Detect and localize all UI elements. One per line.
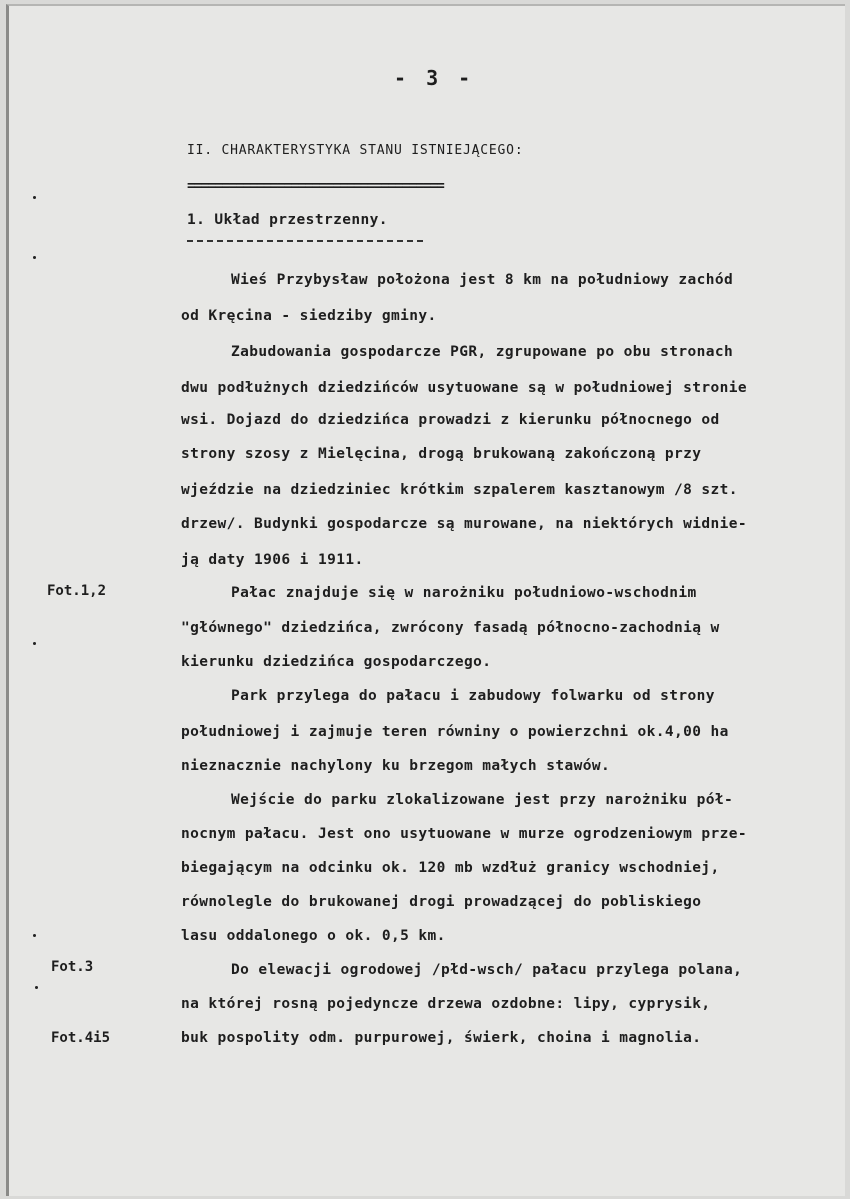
text-line: drzew/. Budynki gospodarcze są murowane, na niektórych widnie- bbox=[181, 516, 748, 532]
text-line: Park przylega do pałacu i zabudowy folwarku od strony bbox=[231, 688, 715, 704]
punch-mark bbox=[33, 196, 36, 199]
punch-mark bbox=[33, 934, 36, 937]
margin-note: Fot.1,2 bbox=[47, 583, 107, 599]
text-line: Wejście do parku zlokalizowane jest przy narożniku pół- bbox=[231, 792, 734, 808]
margin-note: Fot.4i5 bbox=[51, 1030, 111, 1046]
text-line: Do elewacji ogrodowej /płd-wsch/ pałacu przylega polana, bbox=[231, 962, 743, 978]
text-line: "głównego" dziedzińca, zwrócony fasadą północno-zachodnią w bbox=[181, 620, 720, 636]
subheading-underline bbox=[187, 240, 423, 242]
text-line: Pałac znajduje się w narożniku południowo-wschodnim bbox=[231, 585, 697, 601]
document-page bbox=[6, 4, 845, 1196]
text-line: dwu podłużnych dziedzińców usytuowane są w południowej stronie bbox=[181, 380, 748, 396]
subsection-heading: 1. Układ przestrzenny. bbox=[187, 212, 388, 228]
text-line: równolegle do brukowanej drogi prowadzącej do pobliskiego bbox=[181, 894, 702, 910]
margin-note: Fot.3 bbox=[51, 959, 94, 975]
punch-mark bbox=[33, 642, 36, 645]
text-line: buk pospolity odm. purpurowej, świerk, choina i magnolia. bbox=[181, 1030, 702, 1046]
page-number: - 3 - bbox=[394, 66, 475, 90]
text-line: kierunku dziedzińca gospodarczego. bbox=[181, 654, 492, 670]
text-line: wsi. Dojazd do dziedzińca prowadzi z kierunku północnego od bbox=[181, 412, 720, 428]
punch-mark bbox=[33, 256, 36, 259]
text-line: południowej i zajmuje teren równiny o powierzchni ok.4,00 ha bbox=[181, 724, 729, 740]
text-line: na której rosną pojedyncze drzewa ozdobne: lipy, cyprysik, bbox=[181, 996, 711, 1012]
text-line: nocnym pałacu. Jest ono usytuowane w murze ogrodzeniowym prze- bbox=[181, 826, 748, 842]
text-line: biegającym na odcinku ok. 120 mb wzdłuż granicy wschodniej, bbox=[181, 860, 720, 876]
text-line: Zabudowania gospodarcze PGR, zgrupowane po obu stronach bbox=[231, 344, 734, 360]
text-line: ją daty 1906 i 1911. bbox=[181, 552, 364, 568]
text-line: strony szosy z Mielęcina, drogą brukowaną zakończoną przy bbox=[181, 446, 702, 462]
text-line: lasu oddalonego o ok. 0,5 km. bbox=[181, 928, 446, 944]
text-line: od Kręcina - siedziby gminy. bbox=[181, 308, 437, 324]
punch-mark bbox=[35, 986, 38, 989]
section-heading: II. CHARAKTERYSTYKA STANU ISTNIEJĄCEGO: bbox=[187, 143, 524, 158]
text-line: wjeździe na dziedziniec krótkim szpalerem kasztanowym /8 szt. bbox=[181, 482, 738, 498]
text-line: nieznacznie nachylony ku brzegom małych stawów. bbox=[181, 758, 611, 774]
text-line: Wieś Przybysław położona jest 8 km na południowy zachód bbox=[231, 272, 734, 288]
heading-rule: ===================================== bbox=[187, 178, 444, 194]
